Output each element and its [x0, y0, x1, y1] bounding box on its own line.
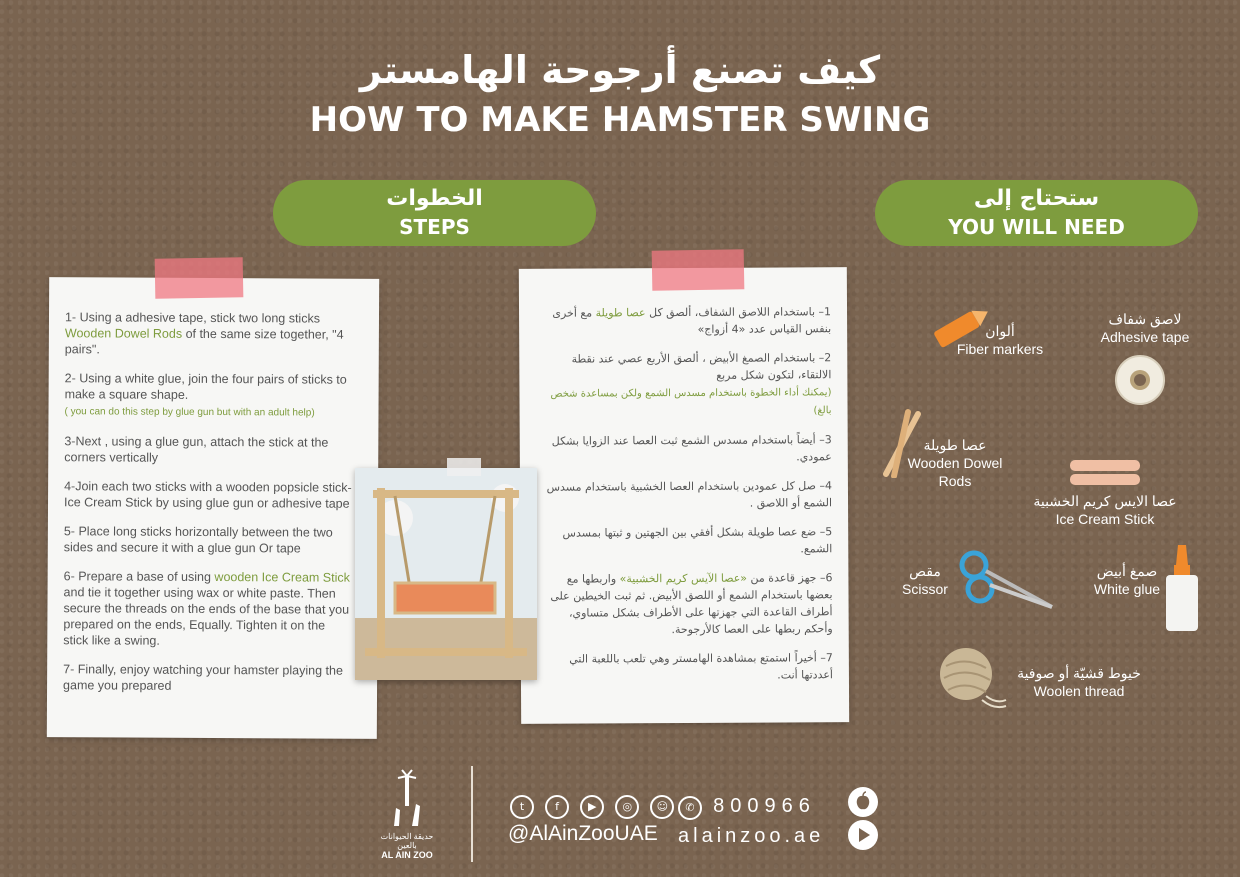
step-2-note-ar: (يمكنك أداء الخطوة باستخدام مسدس الشمع ولكن بمساعدة شخص بالغ): [550, 387, 832, 417]
page-title-arabic: كيف تصنع أرجوحة الهامستر: [359, 48, 881, 92]
scissor-icon: [956, 545, 1056, 615]
step-1-ar: 1– باستخدام اللاصق الشفاف، ألصق كل عصا طويلة مع أخرى بنفس القياس عدد «4 أزواج»: [552, 305, 832, 336]
step-2-ar: 2– باستخدام الصمغ الأبيض ، ألصق الأربع عصي عند نقطة الالتقاء، لتكون شكل مربع (يمكنك أداء الخطوة باستخدام مسدس الشمع ولكن بمساعدة شخص بالغ): [550, 351, 832, 417]
step-2-note-en: ( you can do this step by glue gun but with an adult help): [64, 406, 315, 419]
you-will-need-heading: [875, 180, 1198, 246]
step-4-en: 4-Join each two sticks with a wooden popsicle stick- Ice Cream Stick by using glue gun or adhesive tape: [63, 479, 352, 511]
material-scissor: مقص Scissor: [902, 563, 948, 597]
tape-icon: [1114, 354, 1166, 406]
footer-divider: [471, 766, 473, 862]
thread-icon: [936, 646, 1008, 712]
steps-heading-en: STEPS: [399, 215, 470, 239]
phone-icon: ✆: [678, 796, 702, 820]
need-heading-ar: ستحتاج إلى: [973, 186, 1100, 211]
step-1-en: 1- Using a adhesive tape, stick two long sticks Wooden Dowel Rods of the same size together, "4 pairs".: [64, 310, 344, 357]
material-woolen-thread: خيوط قشيّة أو صوفية Woolen thread: [1017, 665, 1141, 699]
material-ice-cream-stick: عصا الايس كريم الخشبية Ice Cream Stick: [1033, 493, 1177, 527]
social-handle[interactable]: @AlAinZooUAE: [508, 822, 658, 845]
arabic-steps-list: [539, 303, 833, 697]
step-6-ar: 6– جهز قاعدة من «عصا الآيس كريم الخشبية» واربطها مع بعضها باستخدام الشمع أو اللصق الأبيض. ثم ثبت الخيطين على أطراف القاعدة التي جهزتها على الأطراف بشكل متساوي، وأحكم ربطها على العصا كالأرجوحة.: [550, 571, 833, 637]
social-icons: [510, 795, 680, 819]
arabic-steps-card: [519, 267, 849, 724]
facebook-icon[interactable]: f: [545, 795, 569, 819]
step-3-ar: 3– أيضاً باستخدام مسدس الشمع ثبت العصا عند الزوايا بشكل عمودي.: [551, 433, 832, 464]
swing-illustration: [355, 468, 537, 680]
snapchat-icon[interactable]: ☺: [650, 795, 674, 819]
step-5-en: 5- Place long sticks horizontally between the two sides and secure it with a glue gun Or tape: [63, 524, 333, 556]
step-2-en: 2- Using a white glue, join the four pairs of sticks to make a square shape. ( you can do this step by glue gun but with an adult help): [64, 371, 347, 419]
ice-cream-stick-icon: [1068, 458, 1142, 488]
material-fiber-markers: ألوان Fiber markers: [956, 323, 1044, 357]
material-wooden-dowel-rods: عصا طويلة Wooden Dowel Rods: [907, 437, 1003, 489]
need-heading-en: YOU WILL NEED: [948, 215, 1125, 239]
glue-icon: [1164, 545, 1200, 633]
phone-number[interactable]: 800966: [713, 795, 816, 817]
google-play-icon[interactable]: [848, 820, 878, 850]
english-steps-card: [47, 277, 379, 739]
twitter-icon[interactable]: t: [510, 795, 534, 819]
step-7-en: 7- Finally, enjoy watching your hamster playing the game you prepared: [63, 662, 343, 693]
steps-heading-ar: الخطوات: [386, 186, 483, 211]
palm-tree-icon: [382, 768, 432, 828]
step-4-ar: 4– صل كل عمودين باستخدام العصا الخشبية باستخدام مسدس الشمع أو اللاصق .: [546, 479, 833, 510]
youtube-icon[interactable]: ▶: [580, 795, 604, 819]
website-link[interactable]: alainzoo.ae: [678, 825, 825, 847]
page-title-english: HOW TO MAKE HAMSTER SWING: [309, 100, 931, 140]
tape-strip-left: [155, 257, 244, 299]
steps-heading: [273, 180, 596, 246]
step-3-en: 3-Next , using a glue gun, attach the stick at the corners vertically: [64, 434, 329, 465]
english-steps-list: [63, 309, 355, 708]
material-adhesive-tape: لاصق شفاف Adhesive tape: [1100, 311, 1190, 345]
photo-tape: [447, 458, 481, 476]
apple-store-icon[interactable]: [848, 787, 878, 817]
hamster-swing-photo: [355, 468, 537, 680]
phone-block: [678, 795, 816, 820]
tape-strip-right: [652, 249, 745, 291]
step-6-en: 6- Prepare a base of using wooden Ice Cream Stick and tie it together using wax or white paste. Then secure the threads on the ends of the base that you prepared on the ends, Equally. Tighten it on the stick like a swing.: [63, 569, 350, 648]
step-7-ar: 7– أخيراً استمتع بمشاهدة الهامستر وهي تلعب باللعبة التي أعددتها أنت.: [569, 651, 833, 682]
instagram-icon[interactable]: ◎: [615, 795, 639, 819]
material-white-glue: صمغ أبيض White glue: [1093, 563, 1161, 597]
step-5-ar: 5– ضع عصا طويلة بشكل أفقي بين الجهتين و ثبتها بمسدس الشمع.: [562, 525, 833, 556]
al-ain-zoo-logo: حديقة الحيوانات بالعين AL AIN ZOO: [372, 768, 442, 860]
